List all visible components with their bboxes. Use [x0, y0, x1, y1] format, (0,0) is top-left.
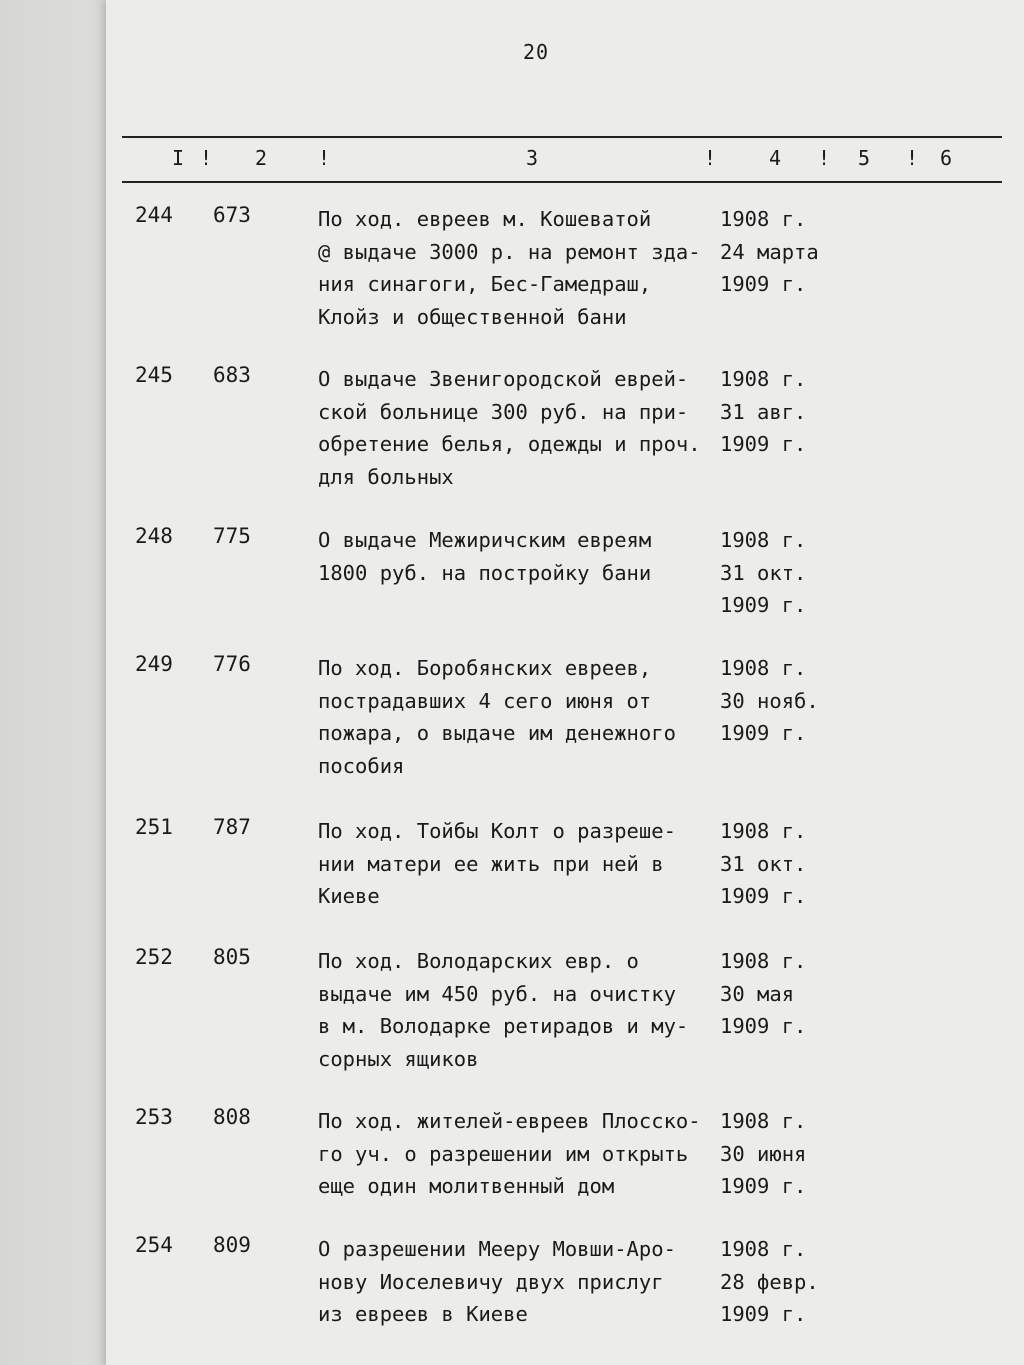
description-line: О разрешении Мееру Мовши-Аро-	[318, 1237, 676, 1261]
page-number: 20	[523, 40, 550, 64]
description-line: нову Иоселевичу двух прислуг	[318, 1269, 664, 1294]
record-number: 252	[135, 945, 173, 969]
file-number: 673	[213, 203, 251, 227]
date-line: 28 февр.	[720, 1269, 819, 1294]
col-header-6: 6	[940, 146, 953, 170]
record-description	[318, 652, 718, 782]
file-number: 683	[213, 363, 251, 387]
record-description	[318, 1233, 718, 1331]
col-separator: !	[906, 146, 919, 170]
date-line: 1909 г.	[720, 593, 807, 617]
record-description	[318, 815, 718, 913]
date-line: 1908 г.	[720, 1237, 807, 1261]
date-line: 1908 г.	[720, 1109, 807, 1133]
col-separator: !	[704, 146, 717, 170]
date-line: 31 авг.	[720, 399, 807, 424]
date-line: 31 окт.	[720, 560, 807, 585]
description-line: О выдаче Межиричским евреям	[318, 528, 652, 552]
date-line: 30 нояб.	[720, 688, 819, 713]
record-number: 253	[135, 1105, 173, 1129]
description-line: еще один молитвенный дом	[318, 1174, 615, 1198]
table-header-bottom-rule	[122, 181, 1002, 183]
record-description	[318, 363, 718, 493]
file-number: 808	[213, 1105, 251, 1129]
file-number: 809	[213, 1233, 251, 1257]
col-separator: !	[200, 146, 213, 170]
date-line: 1909 г.	[720, 884, 807, 908]
date-line: 31 окт.	[720, 851, 807, 876]
description-line: сорных ящиков	[318, 1046, 479, 1071]
file-number: 775	[213, 524, 251, 548]
record-number: 249	[135, 652, 173, 676]
date-line: 1909 г.	[720, 272, 807, 296]
col-header-4: 4	[769, 146, 782, 170]
record-number: 251	[135, 815, 173, 839]
description-line: По ход. евреев м. Кошеватой	[318, 207, 652, 231]
description-line: пособия	[318, 753, 405, 778]
description-line: нии матери ее жить при ней в	[318, 851, 664, 876]
file-number: 776	[213, 652, 251, 676]
description-line: Клойз и общественной бани	[318, 304, 627, 329]
record-number: 254	[135, 1233, 173, 1257]
record-dates	[720, 524, 830, 622]
record-dates	[720, 945, 830, 1043]
col-separator: !	[818, 146, 831, 170]
description-line: обретение белья, одежды и проч.	[318, 432, 701, 456]
description-line: из евреев в Киеве	[318, 1302, 528, 1326]
table-top-rule	[122, 136, 1002, 138]
record-dates	[720, 652, 830, 750]
record-description	[318, 945, 718, 1075]
description-line: @ выдаче 3000 р. на ремонт зда-	[318, 239, 701, 264]
record-description	[318, 203, 718, 333]
description-line: пострадавших 4 сего июня от	[318, 688, 652, 713]
description-line: 1800 руб. на постройку бани	[318, 560, 652, 585]
description-line: для больных	[318, 464, 454, 489]
description-line: ния синагоги, Бес-Гамедраш,	[318, 272, 652, 296]
record-dates	[720, 203, 830, 301]
description-line: ской больнице 300 руб. на при-	[318, 399, 689, 424]
file-number: 805	[213, 945, 251, 969]
col-header-2: 2	[255, 146, 268, 170]
record-dates	[720, 363, 830, 461]
date-line: 1909 г.	[720, 1302, 807, 1326]
record-dates	[720, 1105, 830, 1203]
date-line: 1908 г.	[720, 949, 807, 973]
date-line: 1909 г.	[720, 721, 807, 745]
description-line: го уч. о разрешении им открыть	[318, 1141, 689, 1166]
record-dates	[720, 815, 830, 913]
col-header-5: 5	[858, 146, 871, 170]
file-number: 787	[213, 815, 251, 839]
date-line: 1909 г.	[720, 432, 807, 456]
record-description	[318, 1105, 718, 1203]
date-line: 30 июня	[720, 1141, 807, 1166]
record-number: 248	[135, 524, 173, 548]
description-line: По ход. Тойбы Колт о разреше-	[318, 819, 676, 843]
description-line: в м. Володарке ретирадов и му-	[318, 1014, 689, 1038]
underlying-page-edge	[0, 0, 110, 1365]
date-line: 1908 г.	[720, 819, 807, 843]
description-line: О выдаче Звенигородской еврей-	[318, 367, 689, 391]
date-line: 1909 г.	[720, 1174, 807, 1198]
date-line: 1908 г.	[720, 367, 807, 391]
record-dates	[720, 1233, 830, 1331]
description-line: Киеве	[318, 884, 380, 908]
date-line: 1908 г.	[720, 656, 807, 680]
description-line: По ход. жителей-евреев Плосско-	[318, 1109, 701, 1133]
date-line: 1908 г.	[720, 528, 807, 552]
record-number: 245	[135, 363, 173, 387]
date-line: 30 мая	[720, 981, 795, 1006]
col-separator: !	[318, 146, 331, 170]
record-description	[318, 524, 718, 589]
date-line: 1909 г.	[720, 1014, 807, 1038]
col-header-3: 3	[526, 146, 539, 170]
date-line: 1908 г.	[720, 207, 807, 231]
record-number: 244	[135, 203, 173, 227]
description-line: По ход. Володарских евр. о	[318, 949, 639, 973]
description-line: выдаче им 450 руб. на очистку	[318, 981, 676, 1006]
description-line: По ход. Боробянских евреев,	[318, 656, 652, 680]
col-header-1: I	[172, 146, 185, 170]
description-line: пожара, о выдаче им денежного	[318, 721, 676, 745]
date-line: 24 марта	[720, 239, 819, 264]
